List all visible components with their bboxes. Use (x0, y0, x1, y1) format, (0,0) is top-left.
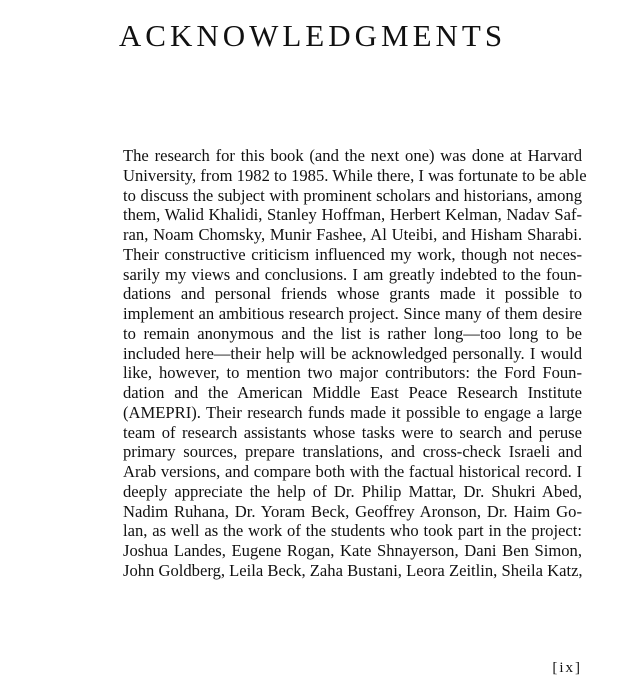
text-line: Arab versions, and compare both with the factual historical record. I (123, 462, 582, 481)
text-line: included here—their help will be acknowledged personally. I would (123, 343, 582, 363)
text-line: (AMEPRI). Their research funds made it possible to engage a large (123, 402, 582, 422)
text-line: to discuss the subject with prominent scholars and historians, among (123, 185, 582, 205)
text-line: them, Walid Khalidi, Stanley Hoffman, Herbert Kelman, Nadav Saf- (123, 205, 582, 225)
text-line: Joshua Landes, Eugene Rogan, Kate Shnayerson, Dani Ben Simon, (123, 541, 582, 560)
text-line: implement an ambitious research project. Since many of them desire (123, 304, 582, 323)
text-line: deeply appreciate the help of Dr. Philip Mattar, Dr. Shukri Abed, (123, 481, 582, 501)
text-line: primary sources, prepare translations, and cross-check Israeli and (123, 442, 582, 462)
text-line: University, from 1982 to 1985. While there, I was fortunate to be able (123, 165, 587, 185)
text-line: like, however, to mention two major contributors: the Ford Foun- (123, 363, 582, 383)
page-number: [ix] (552, 660, 582, 676)
text-line: ran, Noam Chomsky, Munir Fashee, Al Uteibi, and Hisham Sharabi. (123, 225, 582, 244)
text-line: team of research assistants whose tasks were to search and peruse (123, 422, 582, 442)
page-title: ACKNOWLEDGMENTS (118, 18, 507, 53)
text-line: Their constructive criticism influenced my work, though not neces- (123, 244, 582, 264)
text-line: dation and the American Middle East Peace Research Institute (123, 383, 582, 402)
text-line: to remain anonymous and the list is rather long—too long to be (123, 323, 582, 343)
text-line: sarily my views and conclusions. I am greatly indebted to the foun- (123, 264, 582, 284)
text-line: John Goldberg, Leila Beck, Zaha Bustani, Leora Zeitlin, Sheila Katz, (123, 560, 583, 580)
text-line: dations and personal friends whose grants made it possible to (123, 284, 582, 304)
text-line: lan, as well as the work of the students who took part in the project: (123, 521, 582, 541)
text-line: The research for this book (and the next one) was done at Harvard (123, 146, 582, 165)
body-text (123, 146, 587, 581)
text-line: Nadim Ruhana, Dr. Yoram Beck, Geoffrey Aronson, Dr. Haim Go- (123, 501, 582, 521)
